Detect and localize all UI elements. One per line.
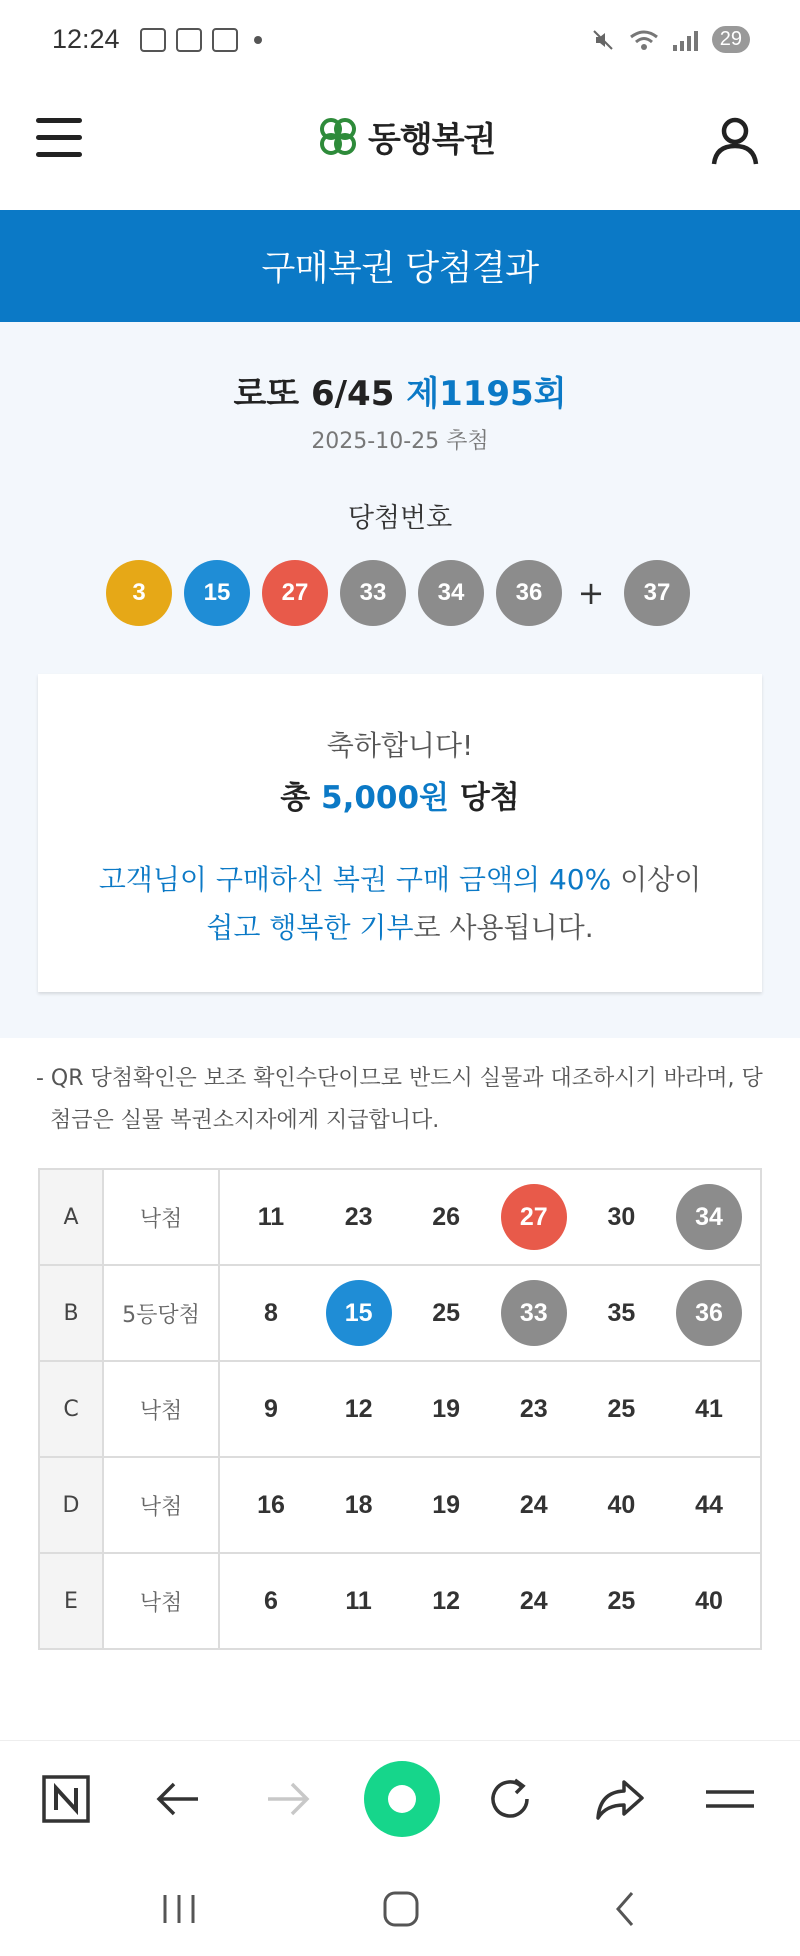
signal-icon — [673, 29, 698, 51]
ticket-line-status: 낙첨 — [103, 1169, 219, 1265]
bonus-number-ball: 37 — [624, 560, 690, 626]
ticket-number: 44 — [695, 1490, 723, 1519]
winning-number-ball: 3 — [106, 560, 172, 626]
ticket-number: 12 — [344, 1394, 373, 1423]
hamburger-icon[interactable] — [36, 118, 82, 158]
draw-date: 2025-10-25 추첨 — [311, 429, 489, 454]
notification-icon — [212, 28, 238, 52]
share-icon[interactable] — [590, 1769, 650, 1829]
ticket-numbers — [219, 1265, 761, 1361]
ticket-number: 8 — [264, 1298, 278, 1327]
ticket-number: 16 — [257, 1490, 285, 1519]
notification-icon — [176, 28, 202, 52]
notification-icon — [140, 28, 166, 52]
draw-section — [0, 322, 800, 1038]
matched-number: 34 — [676, 1184, 742, 1250]
ticket-line-id: C — [39, 1361, 103, 1457]
battery-indicator: 29 — [712, 26, 750, 53]
green-dot-icon[interactable] — [364, 1761, 440, 1837]
notification-icons — [140, 28, 262, 52]
ticket-numbers — [219, 1361, 761, 1457]
page-title: 구매복권 당첨결과 — [261, 249, 539, 289]
table-row — [39, 1457, 761, 1553]
status-bar — [0, 0, 800, 84]
matched-number: 27 — [501, 1184, 567, 1250]
ticket-number: 18 — [344, 1490, 373, 1519]
recent-apps-icon[interactable] — [154, 1884, 204, 1934]
draw-title — [0, 366, 800, 415]
plus-sign: + — [577, 574, 605, 612]
ticket-numbers — [219, 1457, 761, 1553]
ticket-number: 19 — [432, 1394, 461, 1423]
notice-line-1: - QR 당첨확인은 보조 확인수단이므로 반드시 실물과 대조하시기 바라며, 당 — [36, 1066, 763, 1091]
menu-icon[interactable] — [700, 1769, 760, 1829]
ticket-number: 9 — [264, 1394, 278, 1423]
total-amount: 5,000원 — [321, 780, 450, 816]
ticket-number: 25 — [607, 1586, 636, 1615]
status-time: 12:24 — [52, 24, 120, 54]
ticket-number: 11 — [257, 1202, 285, 1231]
system-back-icon[interactable] — [600, 1884, 650, 1934]
ticket-line-status: 5등당첨 — [103, 1265, 219, 1361]
ticket-number: 24 — [519, 1490, 548, 1519]
result-card — [38, 674, 762, 992]
table-row — [39, 1361, 761, 1457]
winning-number-ball: 34 — [418, 560, 484, 626]
donation-text-1: 이상이 — [620, 863, 702, 896]
ticket-number: 35 — [607, 1298, 636, 1327]
ticket-number: 40 — [607, 1490, 636, 1519]
ticket-number: 12 — [432, 1586, 461, 1615]
ticket-number: 24 — [519, 1586, 548, 1615]
matched-number: 36 — [676, 1280, 742, 1346]
logo-text: 동행복권 — [368, 120, 496, 160]
total-suffix: 당첨 — [459, 780, 520, 816]
donation-message — [38, 856, 762, 952]
winning-numbers-label: 당첨번호 — [347, 503, 453, 534]
home-icon[interactable] — [376, 1884, 426, 1934]
clover-logo-icon — [316, 115, 360, 159]
matched-number: 33 — [501, 1280, 567, 1346]
matched-number: 15 — [326, 1280, 392, 1346]
qr-notice — [36, 1058, 766, 1142]
naver-icon[interactable] — [36, 1769, 96, 1829]
ticket-number: 26 — [432, 1202, 461, 1231]
ticket-number: 23 — [344, 1202, 373, 1231]
more-notifications-icon — [254, 36, 262, 44]
ticket-line-status: 낙첨 — [103, 1553, 219, 1649]
ticket-number: 6 — [264, 1586, 278, 1615]
total-prize — [38, 772, 762, 817]
forward-arrow-icon[interactable] — [258, 1769, 318, 1829]
winning-number-ball: 27 — [262, 560, 328, 626]
ticket-number: 25 — [607, 1394, 636, 1423]
donation-highlight-1: 고객님이 구매하신 복권 구매 금액의 40% — [98, 863, 612, 896]
ticket-numbers — [219, 1553, 761, 1649]
page-title-bar — [0, 210, 800, 322]
donation-highlight-2: 쉽고 행복한 기부 — [206, 911, 414, 944]
logo[interactable] — [316, 112, 495, 161]
ticket-number: 41 — [695, 1394, 723, 1423]
browser-toolbar — [0, 1740, 800, 1864]
ticket-number: 23 — [519, 1394, 548, 1423]
user-icon[interactable] — [708, 114, 762, 168]
congrats-text: 축하합니다! — [326, 729, 474, 762]
winning-numbers — [106, 560, 702, 626]
notice-line-2: 첨금은 실물 복권소지자에게 지급합니다. — [50, 1108, 440, 1133]
table-row — [39, 1553, 761, 1649]
ticket-number: 25 — [432, 1298, 461, 1327]
winning-number-ball: 33 — [340, 560, 406, 626]
winning-number-ball: 15 — [184, 560, 250, 626]
draw-round: 제1195회 — [406, 374, 567, 414]
ticket-results-table — [38, 1168, 762, 1650]
ticket-line-status: 낙첨 — [103, 1361, 219, 1457]
system-navigation-bar — [0, 1864, 800, 1956]
ticket-number: 11 — [345, 1586, 372, 1615]
ticket-line-id: E — [39, 1553, 103, 1649]
ticket-number: 40 — [695, 1586, 723, 1615]
ticket-numbers — [219, 1169, 761, 1265]
ticket-line-id: A — [39, 1169, 103, 1265]
back-arrow-icon[interactable] — [148, 1769, 208, 1829]
ticket-line-id: B — [39, 1265, 103, 1361]
app-header — [0, 84, 800, 210]
ticket-number: 19 — [432, 1490, 461, 1519]
winning-number-ball: 36 — [496, 560, 562, 626]
total-prefix: 총 — [280, 780, 311, 816]
reload-icon[interactable] — [480, 1769, 540, 1829]
game-name: 로또 6/45 — [233, 374, 395, 414]
ticket-line-status: 낙첨 — [103, 1457, 219, 1553]
ticket-line-id: D — [39, 1457, 103, 1553]
mute-icon — [591, 28, 615, 52]
wifi-icon — [629, 29, 659, 51]
status-indicators — [591, 26, 750, 53]
table-row — [39, 1265, 761, 1361]
donation-text-2: 로 사용됩니다. — [413, 911, 594, 944]
table-row — [39, 1169, 761, 1265]
ticket-number: 30 — [607, 1202, 636, 1231]
